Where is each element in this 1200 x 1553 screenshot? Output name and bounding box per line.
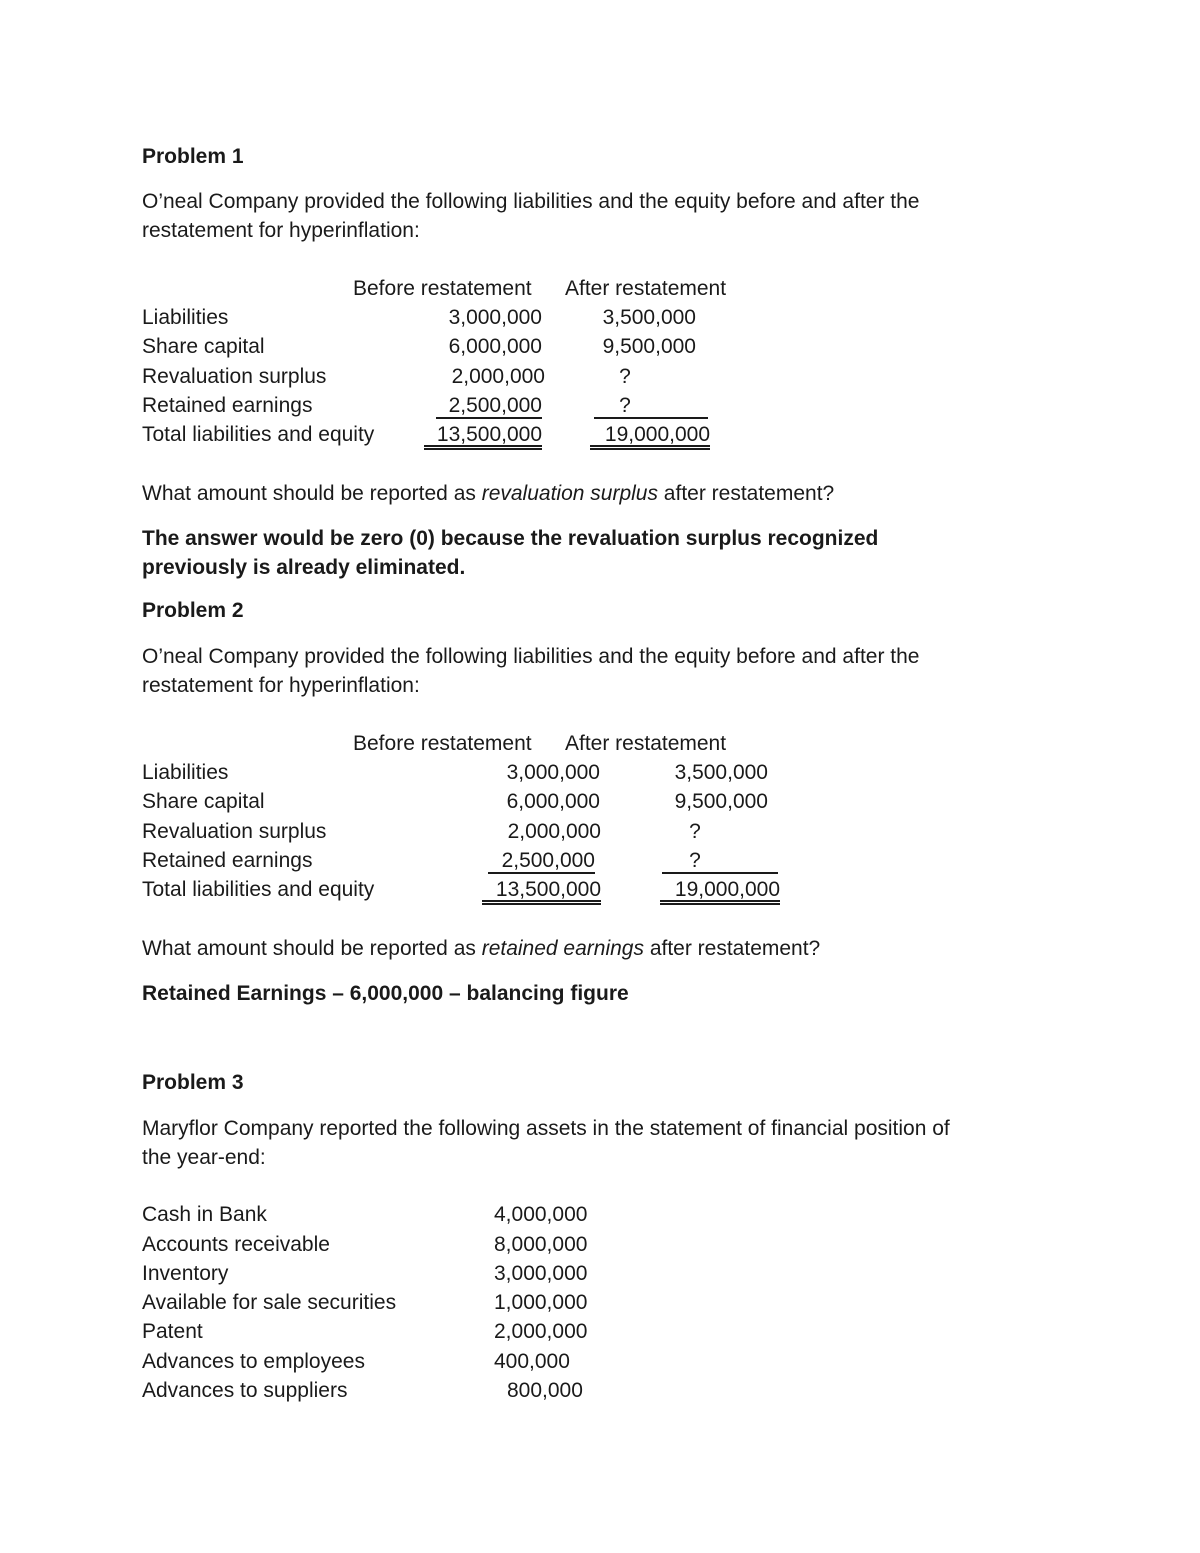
problem2-row-after: ? [689, 849, 701, 872]
problem2-total-after: 19,000,000 [674, 878, 780, 901]
problem1-row-before: 3,000,000 [448, 306, 542, 329]
problem2-row-before: 2,500,000 [501, 849, 595, 872]
problem3-asset-value: 1,000,000 [494, 1291, 588, 1314]
problem2-row-label: Share capital [142, 790, 265, 813]
problem1-answer-line2: previously is already eliminated. [142, 556, 466, 579]
problem3-intro-line2: the year-end: [142, 1146, 266, 1169]
problem1-intro-line2: restatement for hyperinflation: [142, 219, 420, 242]
problem1-row-label: Retained earnings [142, 394, 313, 417]
problem1-row-after: 3,500,000 [602, 306, 696, 329]
problem1-total-before: 13,500,000 [436, 423, 542, 446]
problem2-row-before: 2,000,000 [507, 820, 601, 843]
problem3-asset-value: 8,000,000 [494, 1233, 588, 1256]
problem3-asset-value: 800,000 [507, 1379, 583, 1402]
problem2-intro-line1: O’neal Company provided the following liabilities and the equity before and after the [142, 645, 920, 668]
problem1-intro-line1: O’neal Company provided the following liabilities and the equity before and after the [142, 190, 920, 213]
problem2-col-after: After restatement [565, 732, 727, 755]
problem3-asset-label: Cash in Bank [142, 1203, 267, 1226]
problem3-asset-label: Patent [142, 1320, 203, 1343]
problem2-question: What amount should be reported as retained earnings after restatement? [142, 937, 821, 960]
problem1-total-after-double-underline [590, 445, 710, 450]
problem1-row-label: Share capital [142, 335, 265, 358]
problem1-row-before: 6,000,000 [448, 335, 542, 358]
problem2-title: Problem 2 [142, 599, 244, 622]
problem2-row-before: 3,000,000 [506, 761, 600, 784]
problem1-before-underline [436, 417, 542, 419]
problem2-row-after: 3,500,000 [674, 761, 768, 784]
problem3-asset-label: Advances to employees [142, 1350, 365, 1373]
problem2-total-after-double-underline [660, 900, 780, 905]
problem3-asset-value: 400,000 [494, 1350, 570, 1373]
problem2-total-before-double-underline [482, 900, 601, 905]
problem1-question: What amount should be reported as revaluation surplus after restatement? [142, 482, 835, 505]
problem1-row-label: Liabilities [142, 306, 229, 329]
problem1-answer-line1: The answer would be zero (0) because the revaluation surplus recognized [142, 527, 879, 550]
problem1-row-after: 9,500,000 [602, 335, 696, 358]
problem3-asset-label: Advances to suppliers [142, 1379, 348, 1402]
problem3-intro-line1: Maryflor Company reported the following assets in the statement of financial position of [142, 1117, 950, 1140]
problem1-row-label: Revaluation surplus [142, 365, 327, 388]
problem2-total-label: Total liabilities and equity [142, 878, 375, 901]
problem1-after-underline [594, 417, 708, 419]
problem1-total-label: Total liabilities and equity [142, 423, 375, 446]
problem1-col-before: Before restatement [353, 277, 532, 300]
problem2-col-before: Before restatement [353, 732, 532, 755]
problem1-col-after: After restatement [565, 277, 727, 300]
problem1-row-before: 2,000,000 [451, 365, 545, 388]
problem2-total-before: 13,500,000 [495, 878, 601, 901]
problem3-asset-label: Available for sale securities [142, 1291, 397, 1314]
problem2-intro-line2: restatement for hyperinflation: [142, 674, 420, 697]
problem2-row-after: ? [689, 820, 701, 843]
problem3-asset-value: 2,000,000 [494, 1320, 588, 1343]
problem2-answer: Retained Earnings – 6,000,000 – balancing figure [142, 982, 629, 1005]
problem2-row-before: 6,000,000 [506, 790, 600, 813]
problem2-before-underline [488, 872, 595, 874]
problem1-row-after: ? [619, 365, 631, 388]
problem2-row-label: Revaluation surplus [142, 820, 327, 843]
problem1-title: Problem 1 [142, 145, 244, 168]
problem3-asset-value: 4,000,000 [494, 1203, 588, 1226]
problem2-row-after: 9,500,000 [674, 790, 768, 813]
problem2-after-underline [662, 872, 778, 874]
problem3-asset-value: 3,000,000 [494, 1262, 588, 1285]
problem1-row-after: ? [619, 394, 631, 417]
problem1-row-before: 2,500,000 [448, 394, 542, 417]
problem3-asset-label: Inventory [142, 1262, 229, 1285]
problem2-row-label: Liabilities [142, 761, 229, 784]
problem1-total-before-double-underline [424, 445, 542, 450]
problem2-row-label: Retained earnings [142, 849, 313, 872]
problem1-total-after: 19,000,000 [604, 423, 710, 446]
problem3-title: Problem 3 [142, 1071, 244, 1094]
problem3-asset-label: Accounts receivable [142, 1233, 330, 1256]
